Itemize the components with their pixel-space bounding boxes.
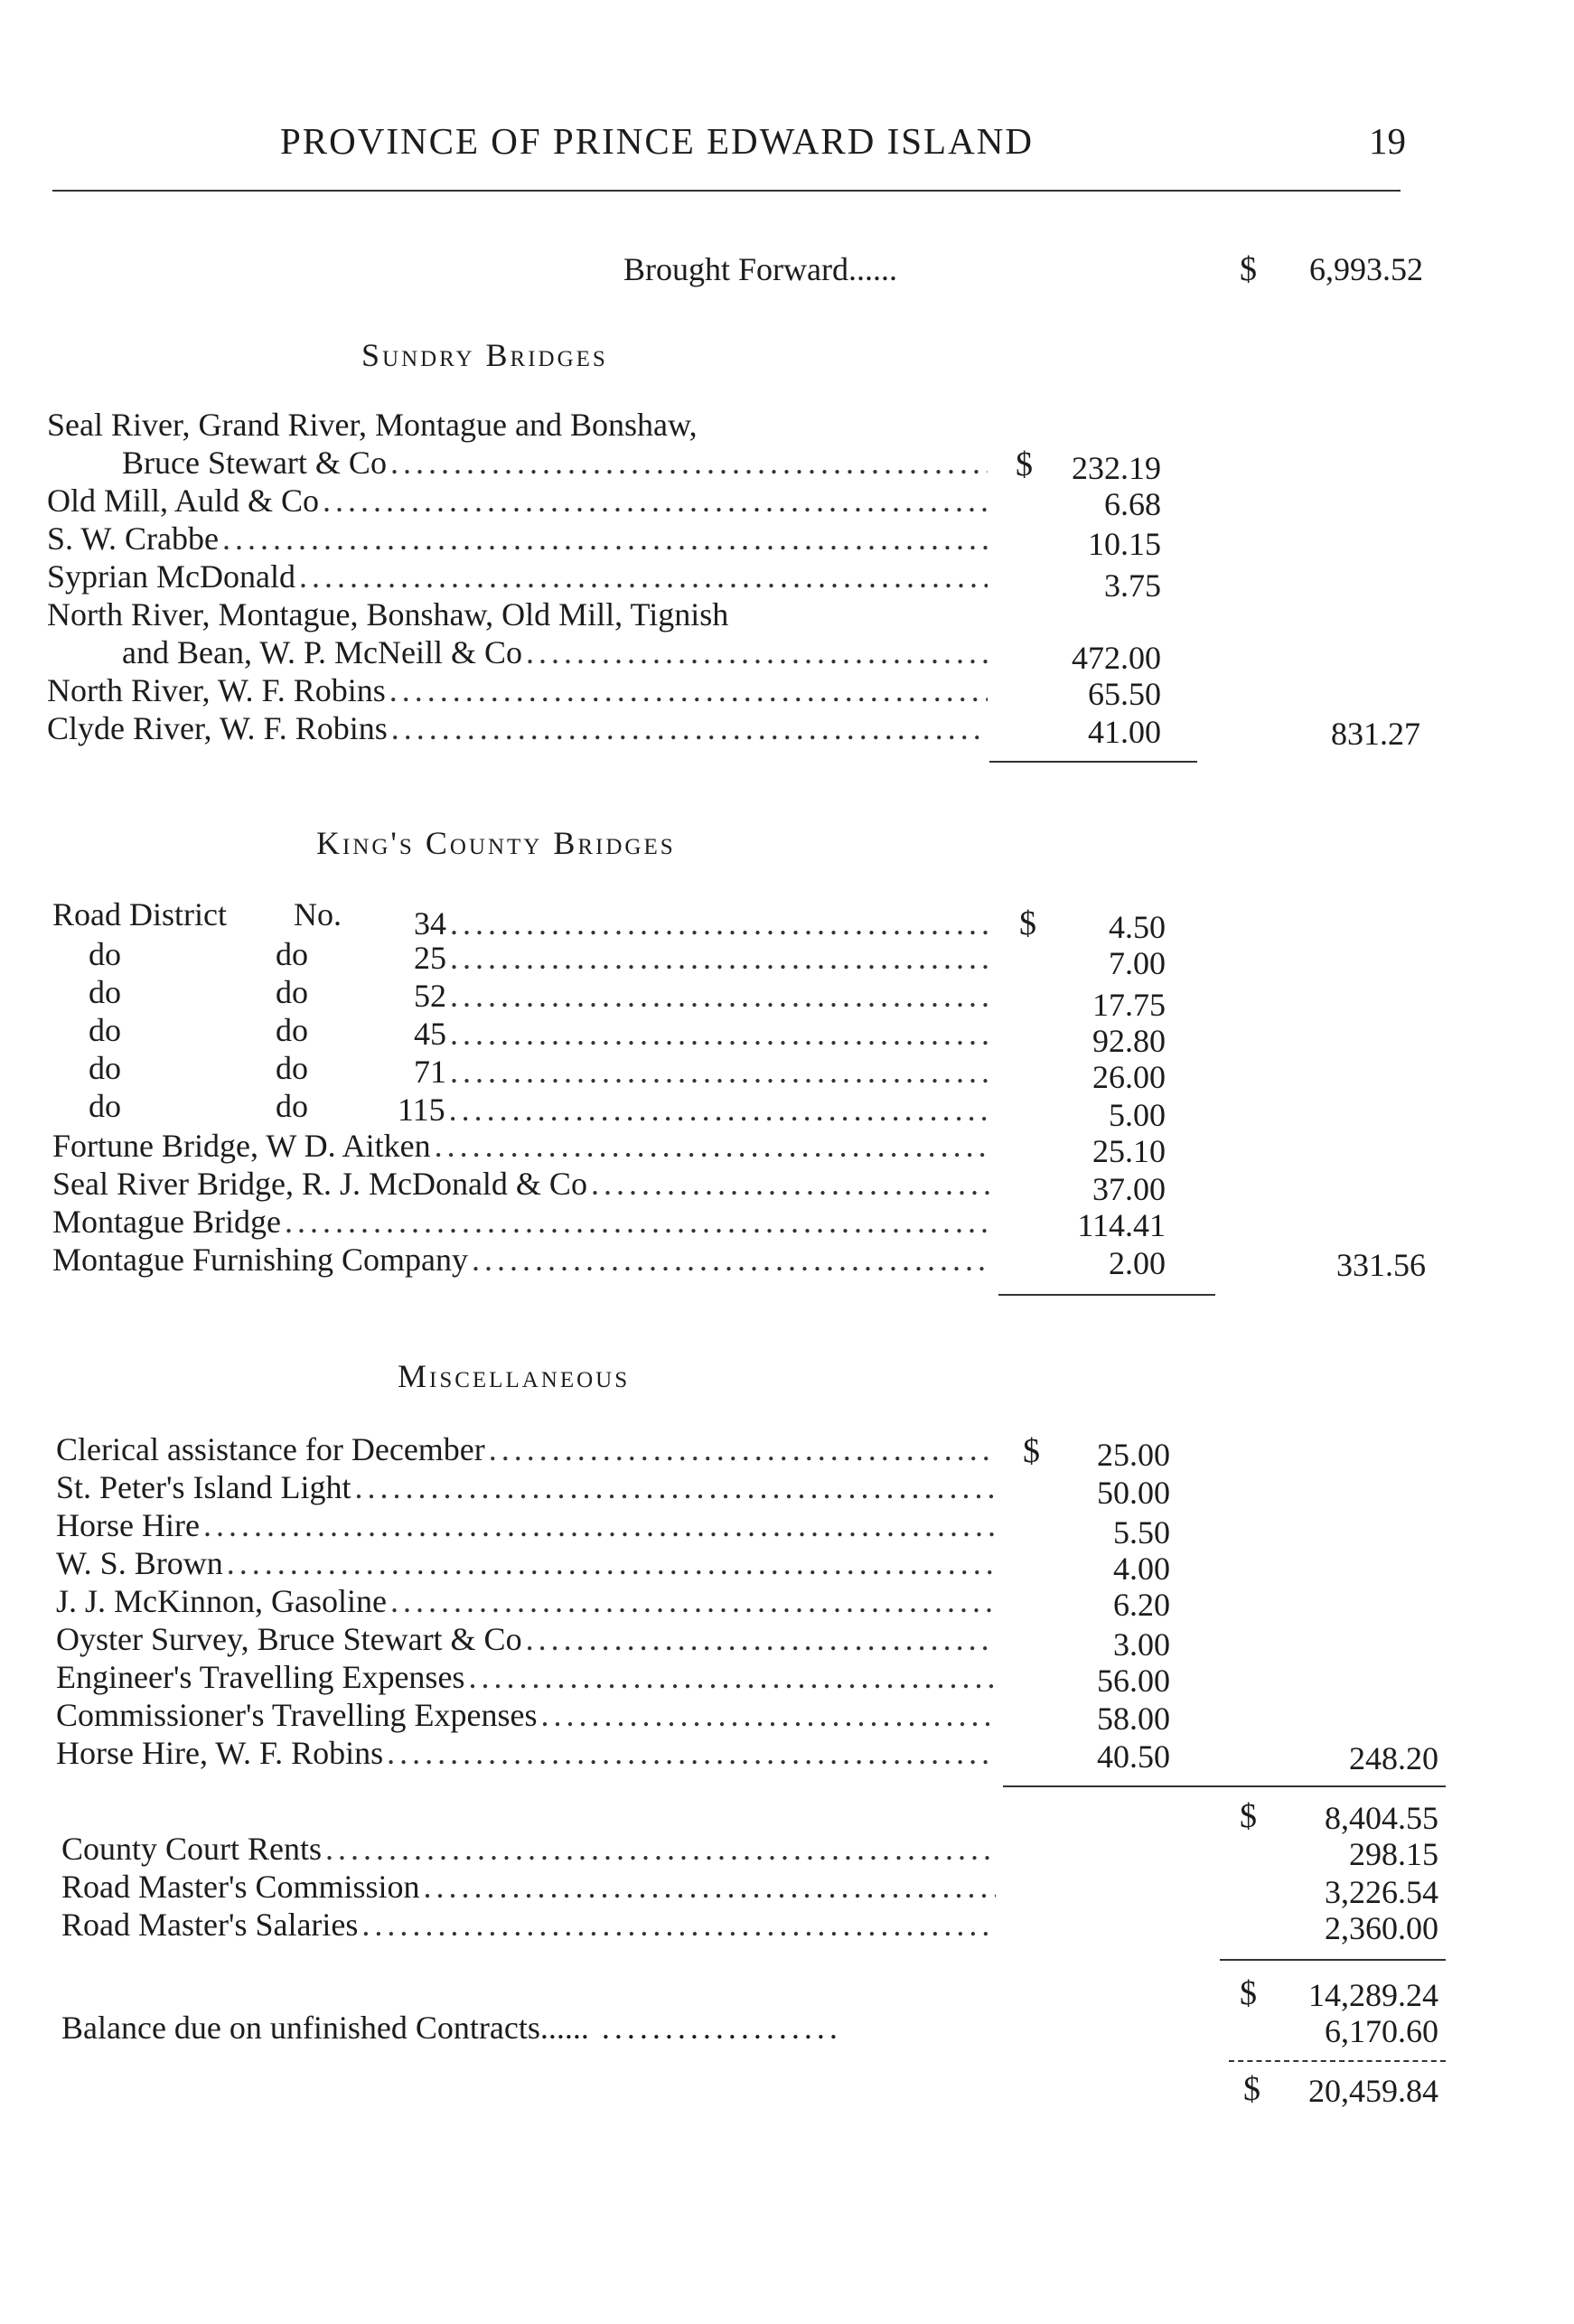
sundry-amount-3: 3.75: [1104, 567, 1161, 604]
summary-item-1: [61, 1867, 996, 1907]
sundry-currency: $: [1016, 445, 1033, 483]
leader-dots: [435, 1126, 989, 1166]
sundry-item-6: [47, 708, 988, 748]
summary-currency-2: $: [1240, 1974, 1257, 2012]
district-1-label: do: [89, 936, 121, 972]
misc-amount-0: 25.00: [1097, 1437, 1170, 1473]
kings-amount-1: 37.00: [1092, 1171, 1166, 1207]
page-header-title: PROVINCE OF PRINCE EDWARD ISLAND: [280, 120, 1034, 162]
district-amount-0: 4.50: [1109, 909, 1166, 945]
kings-amount-3: 2.00: [1109, 1245, 1166, 1281]
summary-amount-2: 2,360.00: [1325, 1910, 1438, 1946]
kings-amount-0: 25.10: [1092, 1133, 1166, 1169]
misc-item-8: [56, 1733, 996, 1773]
leader-dots: [387, 1733, 996, 1773]
sundry-item-4: [122, 633, 988, 672]
leader-dots: [526, 1619, 996, 1659]
misc-item-4: [56, 1581, 996, 1621]
district-5: [398, 1090, 989, 1129]
brought-forward-label: Brought Forward......: [623, 251, 897, 287]
sundry-item-6-text: Clyde River, W. F. Robins: [47, 710, 388, 746]
leader-dots: [391, 708, 988, 748]
kings-item-3-text: Montague Furnishing Company: [52, 1242, 468, 1278]
leader-dots: [325, 1829, 996, 1869]
district-1: [414, 938, 989, 978]
sundry-item-1: [47, 481, 988, 520]
leader-dots: [390, 443, 988, 483]
district-0-number: 34: [414, 905, 446, 942]
summary-item-0-text: County Court Rents: [61, 1831, 323, 1867]
leader-dots: [323, 481, 988, 520]
misc-item-4-text: J. J. McKinnon, Gasoline: [56, 1583, 387, 1619]
misc-item-7-text: Commissioner's Travelling Expenses: [56, 1697, 538, 1733]
sundry-item-4-line1: North River, Montague, Bonshaw, Old Mill, Tignish: [47, 596, 729, 633]
leader-dots: [541, 1695, 997, 1735]
leader-dots: [489, 1429, 996, 1469]
sundry-item-0: [122, 443, 988, 483]
misc-item-3: [56, 1543, 996, 1583]
misc-item-1: [56, 1467, 996, 1507]
district-4: [414, 1052, 989, 1092]
district-amount-4: 26.00: [1092, 1059, 1166, 1095]
district-1-col2: do: [276, 936, 308, 972]
district-2: [414, 976, 989, 1016]
misc-item-3-text: W. S. Brown: [56, 1545, 223, 1581]
district-amount-5: 5.00: [1109, 1097, 1166, 1133]
district-3-label: do: [89, 1012, 121, 1048]
summary-subtotal-1: 8,404.55: [1325, 1800, 1438, 1836]
leader-dots: [450, 938, 989, 978]
leader-dots: [449, 1090, 989, 1129]
district-4-number: 71: [414, 1054, 446, 1090]
sundry-amount-2: 10.15: [1088, 526, 1161, 562]
kings-item-1: [52, 1164, 989, 1204]
district-5-number: 115: [398, 1092, 445, 1128]
sundry-amount-0: 232.19: [1072, 450, 1161, 486]
district-2-number: 52: [414, 978, 446, 1014]
sundry-amount-6: 41.00: [1088, 714, 1161, 750]
summary-grand-total: 20,459.84: [1308, 2073, 1438, 2109]
sundry-item-1-text: Old Mill, Auld & Co: [47, 483, 320, 519]
district-1-number: 25: [414, 940, 446, 976]
leader-dots: [389, 670, 988, 710]
summary-amount-0: 298.15: [1349, 1836, 1438, 1872]
misc-currency: $: [1023, 1432, 1040, 1470]
misc-amount-7: 58.00: [1097, 1701, 1170, 1737]
section-title-miscellaneous: Miscellaneous: [398, 1358, 631, 1394]
sundry-item-2: [47, 519, 988, 558]
misc-item-0-text: Clerical assistance for December: [56, 1431, 485, 1467]
misc-item-0: [56, 1429, 996, 1469]
kings-item-0: [52, 1126, 989, 1166]
leader-dots: [390, 1581, 996, 1621]
misc-item-5: [56, 1619, 996, 1659]
leader-dots: [299, 557, 988, 596]
district-2-col2: do: [276, 974, 308, 1010]
sundry-amount-4: 472.00: [1072, 640, 1161, 676]
summary-balance-amount: 6,170.60: [1325, 2013, 1438, 2049]
sundry-item-0-line1: Seal River, Grand River, Montague and Bonshaw,: [47, 407, 698, 443]
leader-dots: [526, 633, 988, 672]
sundry-total: 831.27: [1331, 716, 1420, 752]
summary-currency-1: $: [1240, 1797, 1257, 1835]
brought-forward-amount: 6,993.52: [1309, 251, 1423, 287]
misc-amount-1: 50.00: [1097, 1475, 1170, 1511]
district-0-label: Road District: [52, 896, 227, 932]
kings-item-1-text: Seal River Bridge, R. J. McDonald & Co: [52, 1166, 587, 1202]
misc-amount-5: 3.00: [1113, 1626, 1170, 1663]
misc-item-7: [56, 1695, 996, 1735]
kings-currency: $: [1019, 904, 1036, 942]
kings-subtotal-rule: [998, 1294, 1215, 1296]
misc-total: 248.20: [1349, 1740, 1438, 1776]
misc-item-6-text: Engineer's Travelling Expenses: [56, 1659, 465, 1695]
summary-balance-text: Balance due on unfinished Contracts......: [61, 2010, 589, 2046]
leader-dots: [450, 1014, 989, 1054]
summary-item-2: [61, 1905, 996, 1944]
district-5-label: do: [89, 1088, 121, 1124]
district-amount-1: 7.00: [1109, 945, 1166, 981]
misc-item-1-text: St. Peter's Island Light: [56, 1469, 351, 1505]
header-rule: [52, 190, 1401, 192]
misc-item-6: [56, 1657, 996, 1697]
misc-item-2: [56, 1505, 996, 1545]
sundry-item-5: [47, 670, 988, 710]
section-title-sundry-bridges: Sundry Bridges: [361, 337, 608, 373]
summary-amount-1: 3,226.54: [1325, 1874, 1438, 1910]
leader-dots: [424, 1867, 997, 1907]
district-3-col2: do: [276, 1012, 308, 1048]
summary-subtotal-2: 14,289.24: [1308, 1977, 1438, 2013]
leader-dots: [450, 1052, 989, 1092]
summary-rule-2: [1229, 2060, 1446, 2062]
district-2-label: do: [89, 974, 121, 1010]
summary-balance-label: [61, 2008, 1010, 2048]
sundry-amount-1: 6.68: [1104, 486, 1161, 522]
misc-amount-3: 4.00: [1113, 1551, 1170, 1587]
brought-forward-currency: $: [1240, 250, 1257, 288]
summary-rule-1: [1220, 1959, 1446, 1961]
district-3-number: 45: [414, 1016, 446, 1052]
leader-dots: ...................: [588, 2010, 842, 2046]
leader-dots: [361, 1905, 996, 1944]
district-amount-2: 17.75: [1092, 987, 1166, 1023]
misc-amount-6: 56.00: [1097, 1663, 1170, 1699]
kings-item-2: [52, 1202, 989, 1242]
misc-subtotal-rule: [1003, 1785, 1446, 1787]
summary-currency-3: $: [1243, 2070, 1260, 2108]
sundry-item-2-text: S. W. Crabbe: [47, 520, 220, 557]
kings-item-3: [52, 1240, 989, 1279]
sundry-item-3: [47, 557, 988, 596]
district-5-col2: do: [276, 1088, 308, 1124]
leader-dots: [285, 1202, 989, 1242]
kings-amount-2: 114.41: [1077, 1207, 1166, 1243]
kings-item-2-text: Montague Bridge: [52, 1204, 281, 1240]
leader-dots: [591, 1164, 989, 1204]
district-amount-3: 92.80: [1092, 1023, 1166, 1059]
sundry-amount-5: 65.50: [1088, 676, 1161, 712]
sundry-item-3-text: Syprian McDonald: [47, 558, 295, 595]
leader-dots: [472, 1240, 989, 1279]
leader-dots: [227, 1543, 996, 1583]
sundry-subtotal-rule: [989, 761, 1197, 763]
misc-item-2-text: Horse Hire: [56, 1507, 200, 1543]
misc-amount-8: 40.50: [1097, 1738, 1170, 1775]
section-title-kings-county-bridges: King's County Bridges: [316, 825, 676, 861]
summary-item-2-text: Road Master's Salaries: [61, 1907, 359, 1943]
leader-dots: [450, 976, 989, 1016]
misc-item-5-text: Oyster Survey, Bruce Stewart & Co: [56, 1621, 522, 1657]
district-0-col2: No.: [294, 896, 342, 932]
summary-item-0: [61, 1829, 996, 1869]
sundry-item-0-line2: Bruce Stewart & Co: [122, 445, 387, 481]
page-number: 19: [1369, 120, 1406, 162]
sundry-item-4-line2: and Bean, W. P. McNeill & Co: [122, 634, 522, 670]
district-4-label: do: [89, 1050, 121, 1086]
leader-dots: [354, 1467, 996, 1507]
sundry-item-5-text: North River, W. F. Robins: [47, 672, 386, 708]
district-3: [414, 1014, 989, 1054]
kings-item-0-text: Fortune Bridge, W D. Aitken: [52, 1128, 431, 1164]
misc-item-8-text: Horse Hire, W. F. Robins: [56, 1735, 384, 1771]
misc-amount-2: 5.50: [1113, 1514, 1170, 1551]
kings-total: 331.56: [1336, 1247, 1426, 1283]
leader-dots: [222, 519, 988, 558]
district-4-col2: do: [276, 1050, 308, 1086]
leader-dots: [468, 1657, 996, 1697]
leader-dots: [203, 1505, 996, 1545]
misc-amount-4: 6.20: [1113, 1587, 1170, 1623]
summary-item-1-text: Road Master's Commission: [61, 1869, 420, 1905]
